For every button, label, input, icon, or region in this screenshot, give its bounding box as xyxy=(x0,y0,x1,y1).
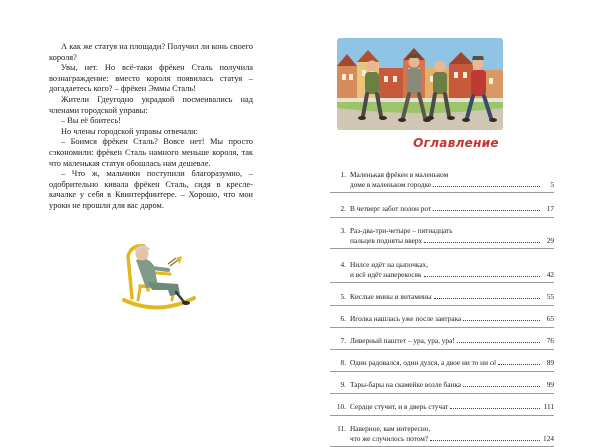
toc-separator xyxy=(330,282,554,283)
toc-leader-dots xyxy=(463,380,540,387)
left-page xyxy=(0,0,304,434)
toc-entry-title: Тары-бары на скамейке возле банка xyxy=(350,380,462,389)
toc-leader-dots xyxy=(424,236,540,243)
toc-page-number: 76 xyxy=(546,336,554,345)
toc-entry-title: Нилсе идёт на цыпочках, xyxy=(350,260,429,269)
town-walkers-illustration xyxy=(337,38,503,130)
toc-separator xyxy=(330,192,554,193)
toc-leader-dots xyxy=(457,336,540,343)
toc-entry-title: доме в маленьком городке xyxy=(350,179,432,189)
toc-entry-title: Раз-два-три-четыре – пятнадцать xyxy=(350,226,453,235)
toc-page-number: 5 xyxy=(550,179,554,189)
toc-page-number: 29 xyxy=(546,235,554,245)
toc-entry-title: пальцев подняты вверх xyxy=(350,235,423,245)
story-paragraph: Увы, нет. Но всё-таки фрёкен Сталь получила вознаграждение: вместо короля появилась статуя – догадаетесь кого? – фрёкен Эммы Сталь! xyxy=(49,63,253,94)
toc-entry-number: 5. xyxy=(340,292,346,301)
toc-page-number: 55 xyxy=(546,292,554,301)
toc-leader-dots xyxy=(430,434,540,441)
toc-separator xyxy=(330,305,554,306)
toc-page-number: 65 xyxy=(546,314,554,323)
toc-entry-number: 3. xyxy=(340,226,346,235)
toc-page-number: 89 xyxy=(546,358,554,367)
toc-separator xyxy=(330,415,554,416)
toc-leader-dots xyxy=(433,204,540,211)
toc-leader-dots xyxy=(424,270,540,277)
toc-leader-dots xyxy=(434,292,540,299)
toc-separator xyxy=(330,371,554,372)
toc-leader-dots xyxy=(463,314,540,321)
toc-entry-title: Сердце стучит, и в дверь стучат xyxy=(350,402,449,411)
toc-page-number: 99 xyxy=(546,380,554,389)
toc-entry-title: В четверг забот полон рот xyxy=(350,204,432,213)
toc-page-number: 111 xyxy=(543,402,554,411)
story-paragraph: – Вы её боитесь! xyxy=(61,116,121,126)
toc-page-number: 124 xyxy=(543,433,554,443)
toc-entry-number: 8. xyxy=(340,358,346,367)
toc-separator xyxy=(330,217,554,218)
toc-entry-number: 7. xyxy=(340,336,346,345)
toc-entry-title: Наверное, вам интересно, xyxy=(350,424,431,433)
story-paragraph: – Боимся фрёкен Сталь? Вовсе нет! Мы просто сэкономили: фрёкен Сталь намного меньше короля, так что маленькая статуя обошлась нам дешевле. xyxy=(49,137,253,168)
toc-entry-title: Кислые мины и витамины xyxy=(350,292,432,301)
story-paragraph: Но члены городской управы отвечали: xyxy=(61,126,198,136)
toc-leader-dots xyxy=(498,358,540,365)
toc-title: Оглавление xyxy=(413,136,499,150)
toc-separator xyxy=(330,393,554,394)
toc-leader-dots xyxy=(450,402,540,409)
story-paragraph: А как же статуя на площади? Получил ли конь своего короля? xyxy=(49,42,253,62)
rocking-chair-illustration xyxy=(118,236,198,314)
toc-entry-number: 1. xyxy=(340,170,346,179)
toc-page-number: 17 xyxy=(546,204,554,213)
toc-separator xyxy=(330,349,554,350)
toc-page-number: 42 xyxy=(546,269,554,279)
toc-entry-title: что же случилось потом? xyxy=(350,433,429,443)
toc-entry-title: Иголка нашлась уже после завтрака xyxy=(350,314,462,323)
toc-entry-number: 6. xyxy=(340,314,346,323)
story-text xyxy=(49,42,253,212)
toc-entry-number: 10. xyxy=(336,402,346,411)
toc-entry-title: и всё идёт наперекосяк xyxy=(350,269,422,279)
toc-entry-number: 2. xyxy=(340,204,346,213)
story-paragraph: – Что ж, мальчики поступили благоразумно, – одобрительно кивала фрёкен Сталь, сидя в кресле-качалке у себя в Квинтерфинтере. – Хорошо, что мои уроки не прошли для вас даром. xyxy=(49,169,253,210)
toc-leader-dots xyxy=(433,180,540,187)
toc-separator xyxy=(330,248,554,249)
toc-entry-title: Ливерный паштет – ура, ура, ура! xyxy=(350,336,455,345)
toc-entry-number: 4. xyxy=(340,260,346,269)
toc-entry-title: Маленькая фрёкен в маленьком xyxy=(350,170,449,179)
toc-entry-number: 9. xyxy=(340,380,346,389)
toc-entry-title: Один радовался, один дулся, а двое ни то ни сё xyxy=(350,358,497,367)
toc-entry-number: 11. xyxy=(337,424,346,433)
story-paragraph: Жители Гдеугодно украдкой посмеивались над членами городской управы: xyxy=(49,94,253,115)
toc-separator xyxy=(330,327,554,328)
